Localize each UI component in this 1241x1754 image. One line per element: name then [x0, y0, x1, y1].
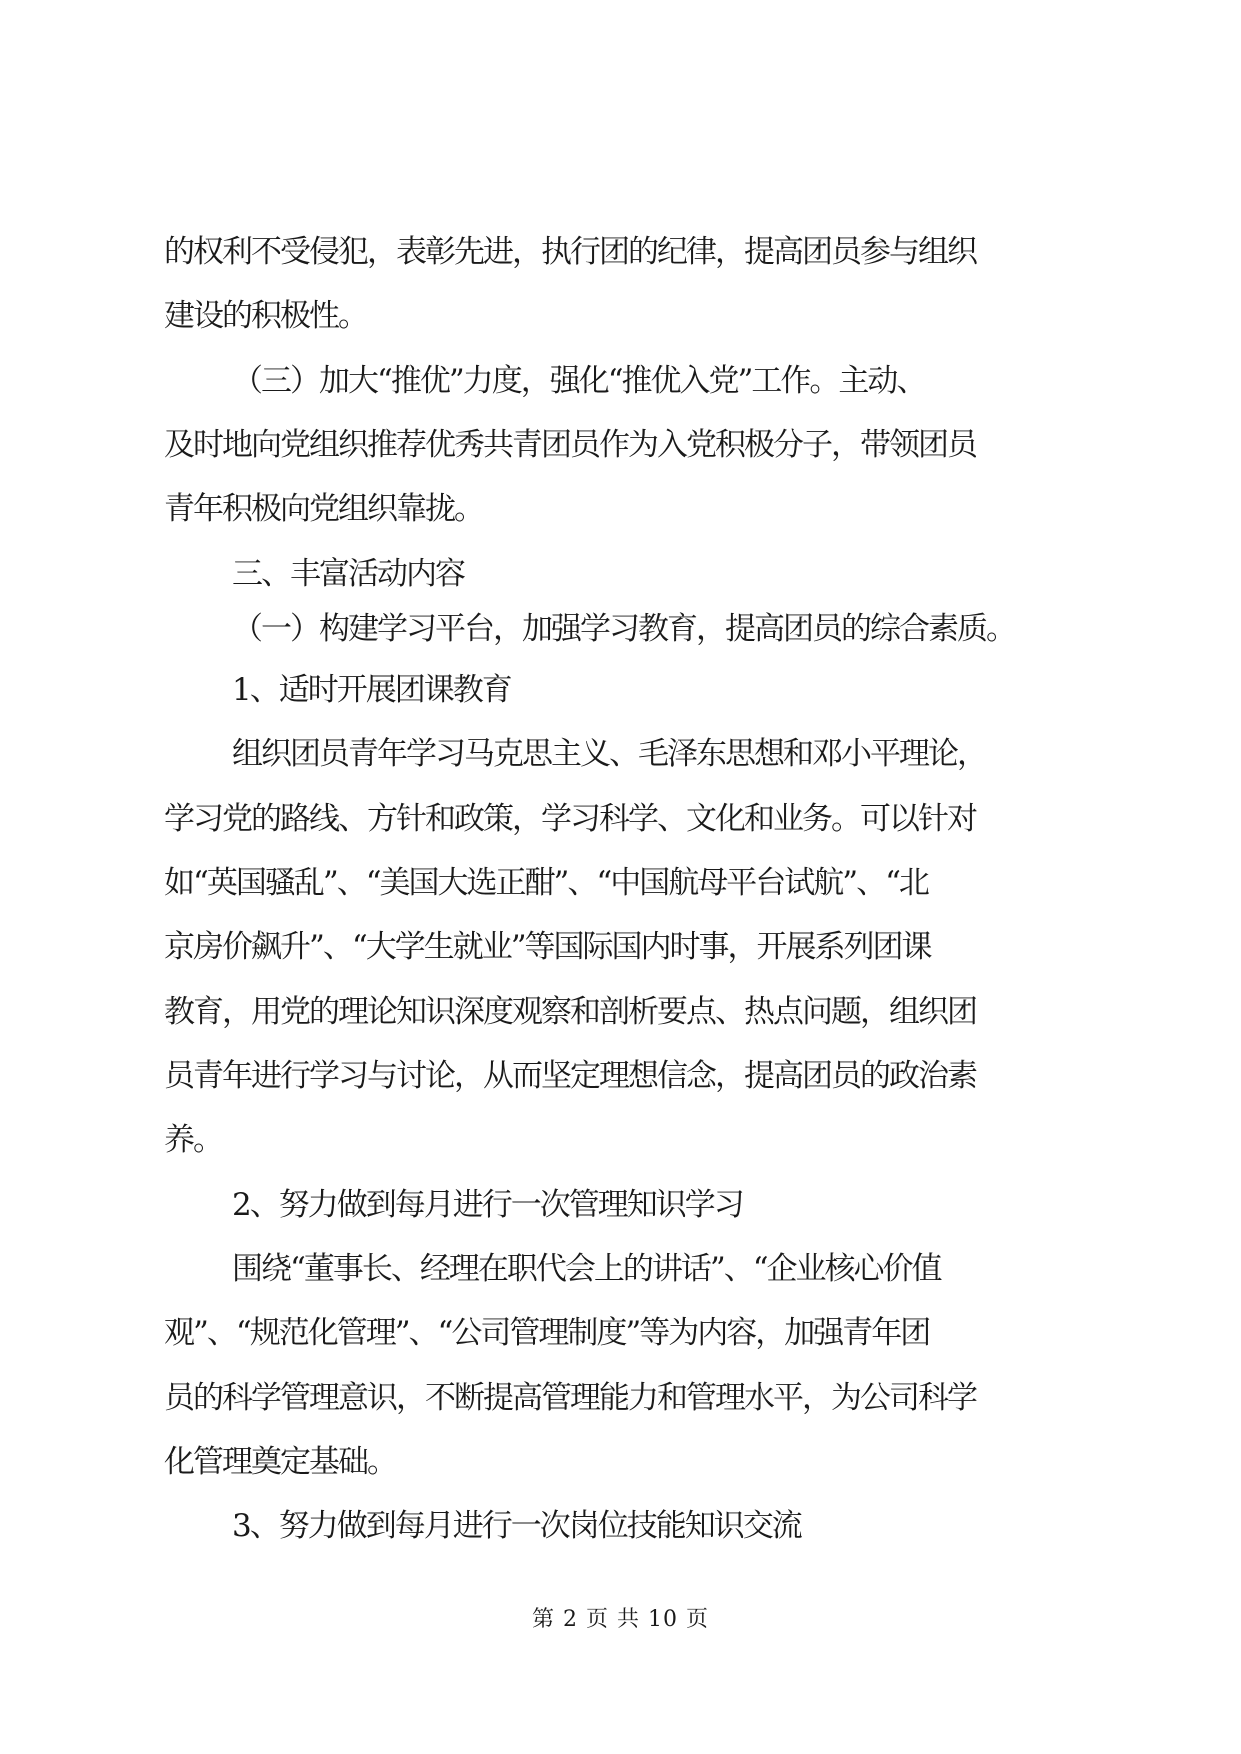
list-item-heading: 1、适时开展团课教育	[232, 672, 511, 708]
text-line: 员的科学管理意识，不断提高管理能力和管理水平，为公司科学	[164, 1380, 976, 1416]
text-line: 的权利不受侵犯，表彰先进，执行团的纪律，提高团员参与组织	[164, 234, 976, 270]
page-number-footer: 第 2 页 共 10 页	[532, 1607, 709, 1632]
text-line: 养。	[164, 1122, 222, 1158]
text-line: （三）加大“推优”力度，强化“推优入党”工作。主动、	[232, 363, 926, 399]
list-item-heading: 2、努力做到每月进行一次管理知识学习	[232, 1187, 743, 1223]
text-line: 建设的积极性。	[164, 298, 367, 334]
text-line: 观”、“规范化管理”、“公司管理制度”等为内容，加强青年团	[164, 1315, 930, 1351]
text-line: 学习党的路线、方针和政策，学习科学、文化和业务。可以针对	[164, 801, 976, 837]
text-line: 青年积极向党组织靠拢。	[164, 491, 483, 527]
text-line: 如“英国骚乱”、“美国大选正酣”、“中国航母平台试航”、“北	[164, 865, 928, 901]
text-line: 组织团员青年学习马克思主义、毛泽东思想和邓小平理论，	[232, 736, 986, 772]
text-line: 化管理奠定基础。	[164, 1444, 396, 1480]
text-line: 京房价飙升”、“大学生就业”等国际国内时事，开展系列团课	[164, 929, 931, 965]
text-line: 及时地向党组织推荐优秀共青团员作为入党积极分子，带领团员	[164, 427, 976, 463]
list-item-heading: 3、努力做到每月进行一次岗位技能知识交流	[232, 1508, 801, 1544]
text-line: 教育，用党的理论知识深度观察和剖析要点、热点问题，组织团	[164, 994, 976, 1030]
text-line: 围绕“董事长、经理在职代会上的讲话”、“企业核心价值	[232, 1251, 941, 1287]
subsection-heading: （一）构建学习平台，加强学习教育，提高团员的综合素质。	[232, 611, 1015, 647]
text-line: 员青年进行学习与讨论，从而坚定理想信念，提高团员的政治素	[164, 1058, 976, 1094]
section-heading: 三、丰富活动内容	[232, 556, 464, 592]
